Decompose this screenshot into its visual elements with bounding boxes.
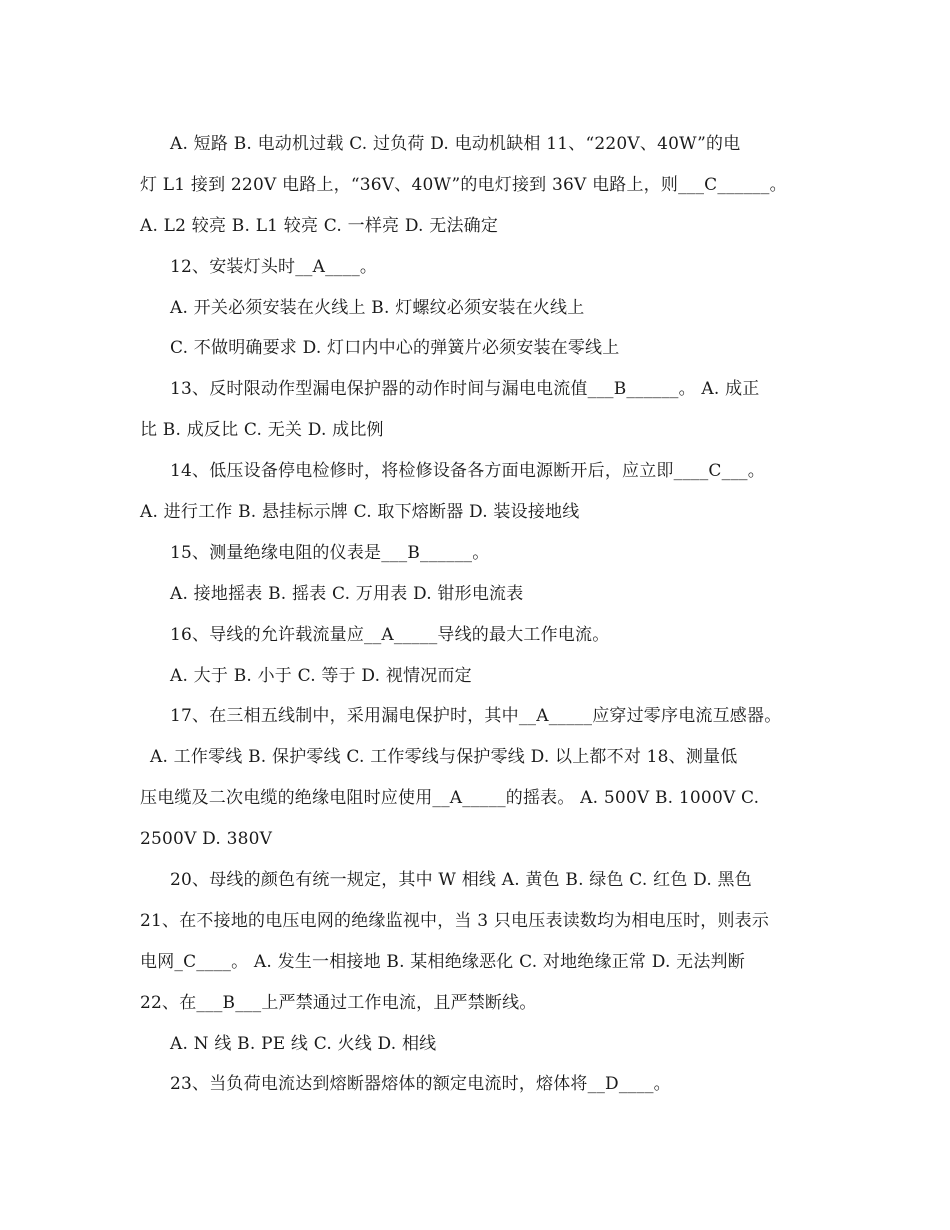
document-body — [140, 124, 810, 1105]
text-line: 20、母线的颜色有统一规定，其中 W 相线 A. 黄色 B. 绿色 C. 红色 D. 黑色 — [170, 870, 752, 891]
text-line: 灯 L1 接到 220V 电路上，“36V、40W”的电灯接到 36V 电路上，则___C______。 — [140, 174, 787, 195]
text-line: A. 进行工作 B. 悬挂标示牌 C. 取下熔断器 D. 装设接地线 — [140, 502, 580, 523]
text-line: A. N 线 B. PE 线 C. 火线 D. 相线 — [170, 1033, 437, 1054]
text-line: 12、安装灯头时__A____。 — [170, 256, 378, 277]
text-line: A. 大于 B. 小于 C. 等于 D. 视情况而定 — [170, 665, 472, 686]
text-line: C. 不做明确要求 D. 灯口内中心的弹簧片必须安装在零线上 — [170, 338, 620, 359]
text-line: 16、导线的允许载流量应__A_____导线的最大工作电流。 — [170, 624, 610, 645]
text-line: 23、当负荷电流达到熔断器熔体的额定电流时，熔体将__D____。 — [170, 1074, 671, 1095]
text-line: 15、测量绝缘电阻的仪表是___B______。 — [170, 542, 490, 563]
text-line: 压电缆及二次电缆的绝缘电阻时应使用__A_____的摇表。 A. 500V B. 1000V C. — [140, 788, 760, 809]
text-line: A. 工作零线 B. 保护零线 C. 工作零线与保护零线 D. 以上都不对 18、测量低 — [150, 747, 738, 768]
text-line: A. 开关必须安装在火线上 B. 灯螺纹必须安装在火线上 — [170, 297, 585, 318]
text-line: 14、低压设备停电检修时，将检修设备各方面电源断开后，应立即____C___。 — [170, 461, 765, 482]
text-line: A. L2 较亮 B. L1 较亮 C. 一样亮 D. 无法确定 — [140, 215, 499, 236]
text-line: 13、反时限动作型漏电保护器的动作时间与漏电电流值___B______。 A. 成正 — [170, 379, 760, 400]
text-line: A. 短路 B. 电动机过载 C. 过负荷 D. 电动机缺相 11、“220V、40W”的电 — [170, 134, 741, 154]
text-line: 电网_C____。 A. 发生一相接地 B. 某相绝缘恶化 C. 对地绝缘正常 D. 无法判断 — [140, 951, 745, 972]
text-line: 2500V D. 380V — [140, 829, 273, 850]
text-line: 21、在不接地的电压电网的绝缘监视中，当 3 只电压表读数均为相电压时，则表示 — [140, 910, 770, 931]
text-line: 22、在___B___上严禁通过工作电流，且严禁断线。 — [140, 992, 537, 1013]
text-line: A. 接地摇表 B. 摇表 C. 万用表 D. 钳形电流表 — [170, 583, 524, 604]
text-line: 17、在三相五线制中，采用漏电保护时，其中__A_____应穿过零序电流互感器。 — [170, 706, 782, 727]
text-line: 比 B. 成反比 C. 无关 D. 成比例 — [140, 420, 384, 441]
